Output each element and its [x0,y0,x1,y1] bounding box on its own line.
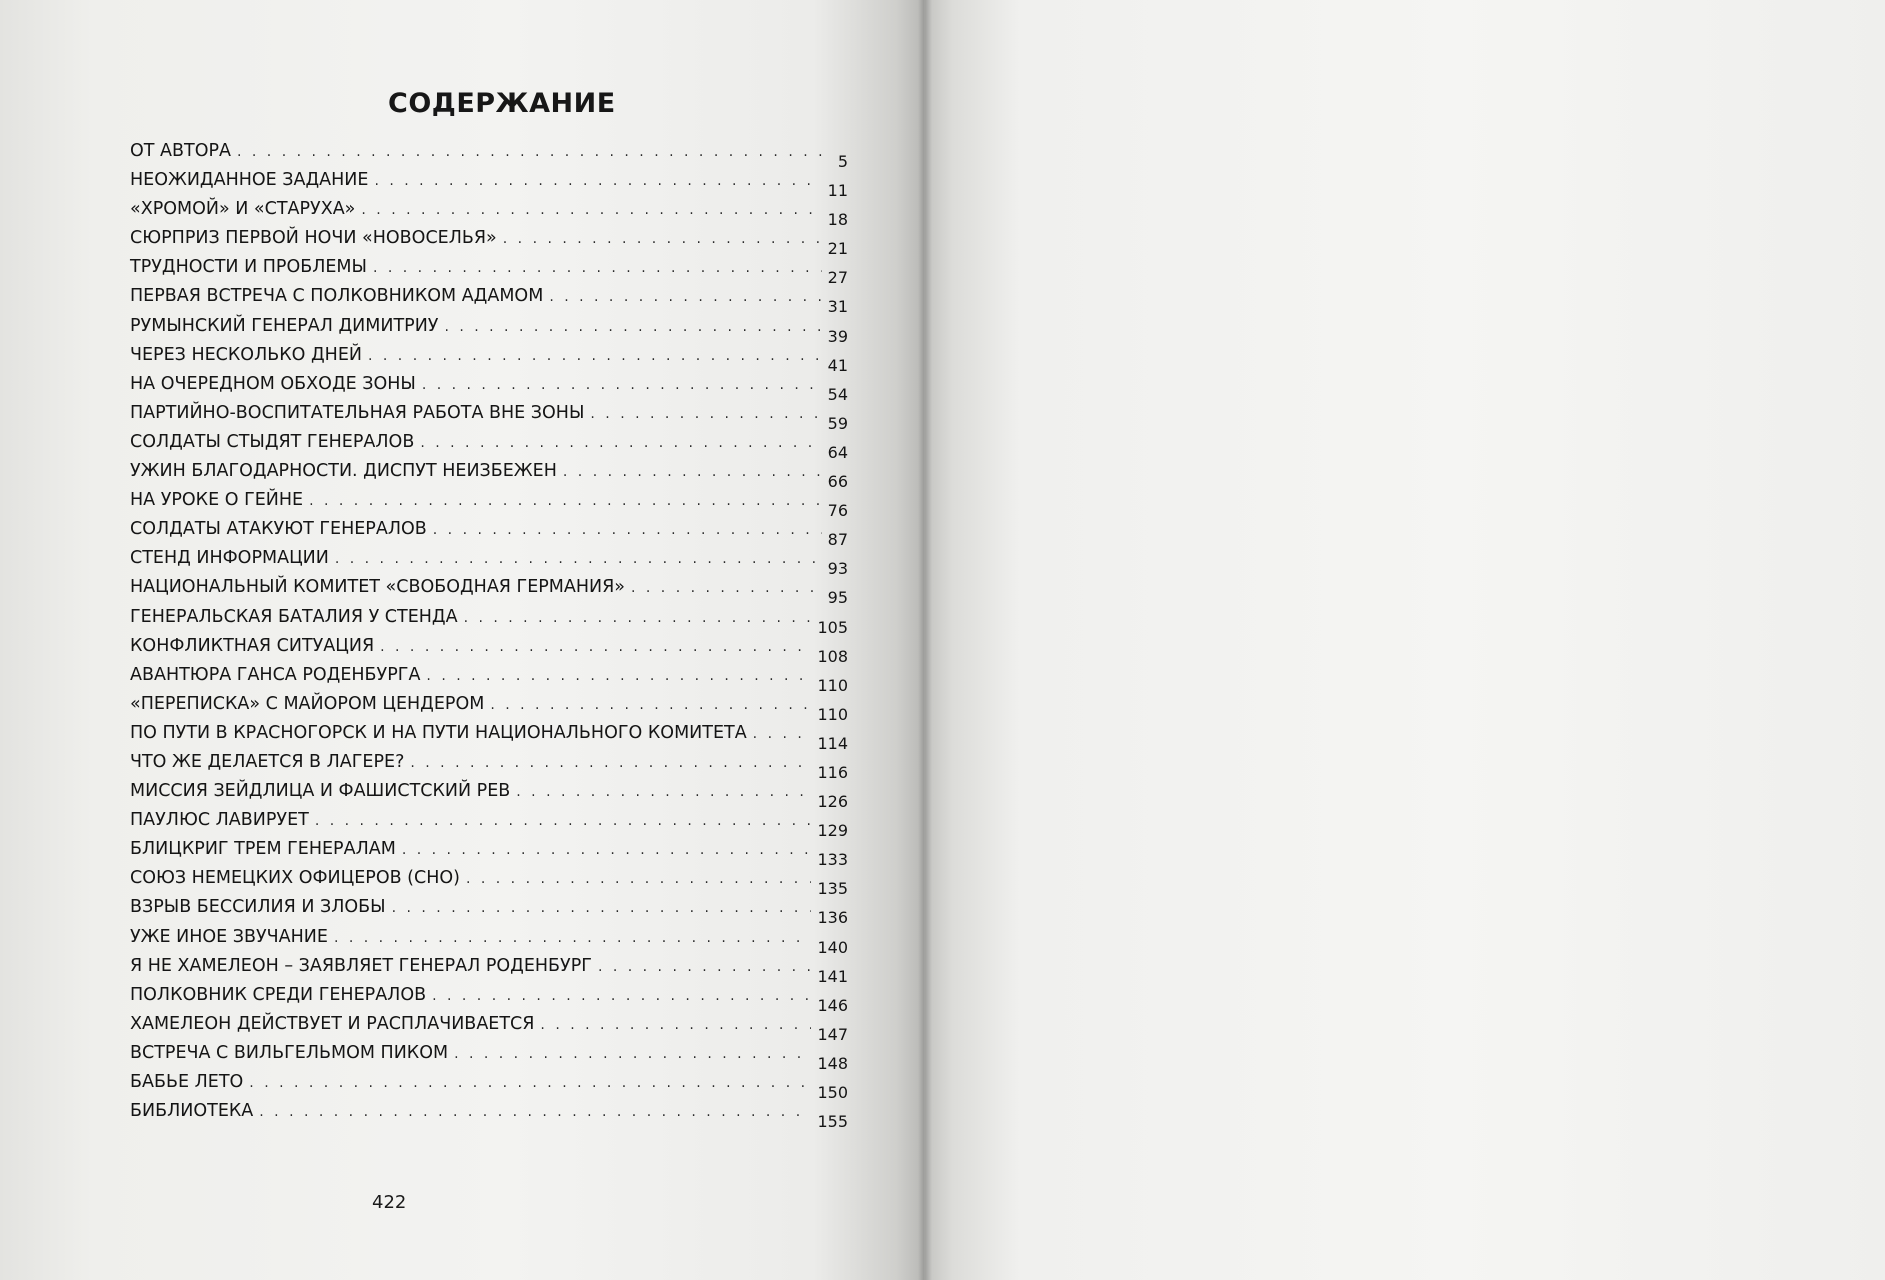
dot-leader [433,520,822,541]
toc-entry-title: Я НЕ ХАМЕЛЕОН – ЗАЯВЛЯЕТ ГЕНЕРАЛ РОДЕНБУРГ [130,955,592,976]
toc-entry-page: 116 [817,762,848,782]
toc-entry [130,344,848,373]
toc-entry-title: СТЕНД ИНФОРМАЦИИ [130,548,329,569]
toc-entry-page: 59 [827,413,848,433]
dot-leader [590,404,821,425]
toc-entry-title: УЖИН БЛАГОДАРНОСТИ. ДИСПУТ НЕИЗБЕЖЕН [130,461,557,482]
toc-entry [130,809,848,841]
toc-entry [130,984,848,1013]
toc-entry-title: ПАРТИЙНО-ВОСПИТАТЕЛЬНАЯ РАБОТА ВНЕ ЗОНЫ [130,402,585,423]
toc-entry-page: 114 [817,733,848,753]
toc-entry [130,285,848,317]
toc-entry-title: «ПЕРЕПИСКА» С МАЙОРОМ ЦЕНДЕРОМ [130,693,485,714]
toc-entry-page: 76 [827,501,848,521]
toc-entry-page: 5 [837,152,848,171]
dot-leader [490,695,811,716]
toc-entry [130,838,848,870]
toc-entry-title: БИБЛИОТЕКА [130,1101,254,1122]
toc-entry [130,926,848,955]
page-number: 422 [372,1192,407,1213]
toc-entry-title: НА ОЧЕРЕДНОМ ОБХОДЕ ЗОНЫ [130,373,416,394]
dot-leader [422,375,822,396]
toc-entry-page: 54 [827,384,848,404]
toc-entry-page: 110 [817,675,848,695]
toc-entry-title: РУМЫНСКИЙ ГЕНЕРАЛ ДИМИТРИУ [130,315,439,336]
dot-leader [410,753,811,774]
toc-entry-page: 129 [817,821,848,841]
toc-entry [130,896,848,928]
toc-entry-title: СОЛДАТЫ СТЫДЯТ ГЕНЕРАЛОВ [130,431,415,452]
book-gutter [918,0,932,1280]
toc-entry-page: 155 [817,1112,848,1132]
dot-leader [309,491,822,512]
dot-leader [444,317,821,338]
toc-entry-page: 31 [827,297,848,317]
dot-leader [335,549,822,570]
dot-leader [392,898,812,919]
dot-leader [549,287,821,308]
dot-leader [464,608,812,629]
toc-entry-title: КОНФЛИКТНАЯ СИТУАЦИЯ [130,635,375,656]
toc-entry [130,227,848,259]
dot-leader [402,840,812,861]
toc-entry [130,256,848,288]
dot-leader [454,1044,811,1065]
dot-leader [249,1073,811,1094]
toc-entry-page: 108 [817,646,848,666]
toc-entry-title: АВАНТЮРА ГАНСА РОДЕНБУРГА [130,664,421,685]
toc-entry-title: ПЕРВАЯ ВСТРЕЧА С ПОЛКОВНИКОМ АДАМОМ [130,286,544,307]
toc-entry [130,955,848,984]
toc-entry-title: ОТ АВТОРА [130,141,231,161]
toc-entry-title: ЧЕРЕЗ НЕСКОЛЬКО ДНЕЙ [130,344,362,365]
toc-title: СОДЕРЖАНИЕ [388,88,616,119]
toc-entry [130,664,848,693]
toc-entry-page: 110 [817,704,848,724]
dot-leader [540,1015,811,1036]
toc-list-left [130,140,848,1132]
dot-leader [466,869,811,890]
toc-entry [130,867,848,899]
dot-leader [563,462,822,483]
toc-entry-title: БЛИЦКРИГ ТРЕМ ГЕНЕРАЛАМ [130,839,396,860]
toc-entry-page: 105 [817,617,848,637]
toc-entry-page: 135 [817,879,848,899]
toc-entry [130,402,848,431]
dot-leader [420,433,821,454]
toc-entry-title: БАБЬЕ ЛЕТО [130,1072,244,1092]
dot-leader [598,957,812,978]
toc-entry-title: СОЮЗ НЕМЕЦКИХ ОФИЦЕРОВ (СНО) [130,868,460,889]
toc-entry-page: 140 [817,937,848,957]
toc-entry-page: 21 [827,239,848,259]
toc-entry-title: ХАМЕЛЕОН ДЕЙСТВУЕТ И РАСПЛАЧИВАЕТСЯ [130,1013,535,1034]
dot-leader [237,142,832,163]
toc-entry [130,373,848,402]
dot-leader [368,346,822,367]
toc-entry-page: 147 [817,1024,848,1044]
toc-entry-title: ПО ПУТИ В КРАСНОГОРСК И НА ПУТИ НАЦИОНАЛЬНОГО КОМИТЕТА [130,722,747,743]
toc-entry-title: ВСТРЕЧА С ВИЛЬГЕЛЬМОМ ПИКОМ [130,1042,449,1063]
toc-entry [130,460,848,492]
dot-leader [259,1102,811,1123]
dot-leader [631,578,822,599]
toc-entry-title: ЧТО ЖЕ ДЕЛАЕТСЯ В ЛАГЕРЕ? [130,751,405,772]
toc-entry-page: 141 [817,966,848,986]
toc-entry-page: 133 [817,850,848,870]
toc-entry-page: 87 [827,530,848,550]
toc-entry-title: «ХРОМОЙ» И «СТАРУХА» [130,199,356,220]
toc-entry-title: СЮРПРИЗ ПЕРВОЙ НОЧИ «НОВОСЕЛЬЯ» [130,228,497,249]
toc-entry [130,1071,848,1100]
toc-entry-page: 39 [827,326,848,346]
toc-entry [130,140,848,169]
toc-entry [130,1042,848,1071]
dot-leader [432,986,811,1007]
toc-entry-page: 146 [817,995,848,1015]
toc-entry-page: 150 [817,1083,848,1102]
dot-leader [516,782,811,803]
toc-entry-title: НА УРОКЕ О ГЕЙНЕ [130,490,304,511]
dot-leader [426,666,811,687]
toc-entry [130,576,848,608]
toc-entry [130,1013,848,1042]
toc-entry-page: 64 [827,442,848,462]
toc-entry-page: 27 [827,268,848,288]
dot-leader [380,637,811,658]
toc-entry [130,635,848,664]
toc-entry-page: 95 [827,588,848,608]
toc-entry [130,606,848,635]
toc-entry [130,198,848,230]
toc-entry [130,1100,848,1132]
toc-entry-title: СОЛДАТЫ АТАКУЮТ ГЕНЕРАЛОВ [130,519,427,540]
toc-entry [130,722,848,751]
toc-entry-title: НЕОЖИДАННОЕ ЗАДАНИЕ [130,170,369,191]
right-page [924,0,1885,1280]
toc-entry-page: 66 [827,472,848,492]
toc-entry-title: ТРУДНОСТИ И ПРОБЛЕМЫ [130,257,367,278]
dot-leader [361,200,821,221]
dot-leader [374,171,821,192]
toc-entry [130,431,848,460]
toc-entry [130,169,848,201]
toc-entry-title: НАЦИОНАЛЬНЫЙ КОМИТЕТ «СВОБОДНАЯ ГЕРМАНИЯ» [130,577,625,598]
toc-entry-page: 148 [817,1053,848,1073]
toc-entry-page: 136 [817,908,848,928]
toc-entry-page: 18 [827,210,848,230]
toc-entry [130,489,848,521]
toc-entry-title: ВЗРЫВ БЕССИЛИЯ И ЗЛОБЫ [130,897,386,918]
toc-entry [130,547,848,579]
toc-entry-title: ПОЛКОВНИК СРЕДИ ГЕНЕРАЛОВ [130,984,427,1005]
toc-entry-title: ГЕНЕРАЛЬСКАЯ БАТАЛИЯ У СТЕНДА [130,606,458,627]
toc-entry-page: 93 [827,559,848,579]
dot-leader [373,258,822,279]
dot-leader [503,229,822,250]
toc-entry [130,751,848,780]
toc-entry-title: УЖЕ ИНОЕ ЗВУЧАНИЕ [130,926,328,947]
left-page [0,0,924,1280]
toc-entry [130,315,848,344]
toc-entry [130,693,848,722]
dot-leader [315,811,812,832]
toc-entry-title: ПАУЛЮС ЛАВИРУЕТ [130,810,309,831]
dot-leader [334,928,812,949]
toc-entry [130,780,848,812]
dot-leader [753,724,812,745]
toc-entry [130,518,848,550]
toc-entry-page: 41 [827,355,848,375]
toc-entry-page: 11 [827,181,848,201]
toc-entry-page: 126 [817,792,848,812]
toc-entry-title: МИССИЯ ЗЕЙДЛИЦА И ФАШИСТСКИЙ РЕВ [130,781,511,802]
